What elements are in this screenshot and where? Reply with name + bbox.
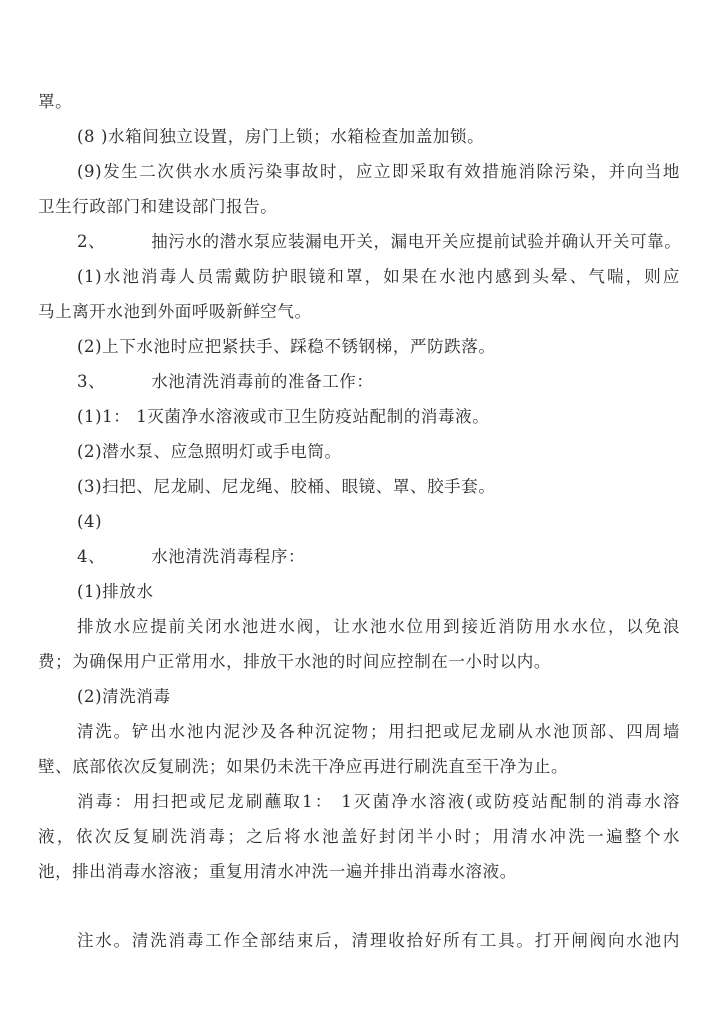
paragraph-line: 马上离开水池到外面呼吸新鲜空气。 [38, 302, 312, 321]
paragraph-line: (1)水池消毒人员需戴防护眼镜和罩，如果在水池内感到头晕、气喘，则应 [77, 267, 680, 286]
paragraph-drain [38, 609, 680, 679]
section-text: 抽污水的潜水泵应装漏电开关，漏电开关应提前试验并确认开关可靠。 [151, 232, 682, 251]
paragraph-line: 消毒：用扫把或尼龙刷蘸取1： 1灭菌净水溶液(或防疫站配制的消毒水溶 [77, 792, 680, 811]
prep-item-2: (2)潜水泵、应急照明灯或手电筒。 [77, 442, 342, 461]
prep-item-4: (4) [77, 512, 103, 531]
section-heading-2 [38, 224, 680, 259]
paragraph-line: 清洗。铲出水池内泥沙及各种沉淀物；用扫把或尼龙刷从水池顶部、四周墙 [77, 722, 680, 741]
section-number: 3、 [77, 372, 106, 391]
prep-item-1: (1)1： 1灭菌净水溶液或市卫生防疫站配制的消毒液。 [77, 407, 490, 426]
paragraph-line: 排放水应提前关闭水池进水阀，让水池水位用到接近消防用水水位，以免浪 [77, 617, 680, 636]
prep-item-3: (3)扫把、尼龙刷、尼龙绳、胶桶、眼镜、罩、胶手套。 [77, 477, 496, 496]
paragraph-line: 卫生行政部门和建设部门报告。 [38, 197, 278, 216]
paragraph-fill-water: 注水。清洗消毒工作全部结束后，清理收拾好所有工具。打开闸阀向水池内 [77, 931, 680, 950]
section-heading-3 [38, 364, 680, 399]
subheading-clean-disinfect: (2)清洗消毒 [77, 687, 171, 706]
paragraph-clean [38, 714, 680, 784]
blank-line [38, 889, 680, 923]
paragraph-continuation: 罩。 [38, 92, 73, 111]
paragraph-line: 费；为确保用户正常用水，排放干水池的时间应控制在一小时以内。 [38, 652, 551, 671]
paragraph-line: 壁、底部依次反复刷洗；如果仍未洗干净应再进行刷洗直至干净为止。 [38, 757, 569, 776]
paragraph-item-8: (8 )水箱间独立设置，房门上锁；水箱检查加盖加锁。 [77, 127, 485, 146]
section-number: 4、 [77, 547, 106, 566]
paragraph-item-9 [38, 154, 680, 224]
paragraph-line: 液，依次反复刷洗消毒；之后将水池盖好封闭半小时；用清水冲洗一遍整个水 [38, 827, 680, 846]
paragraph-line: 池，排出消毒水溶液；重复用清水冲洗一遍并排出消毒水溶液。 [38, 862, 517, 881]
subheading-drain: (1)排放水 [77, 582, 154, 601]
paragraph-line: (9)发生二次供水水质污染事故时，应立即采取有效措施消除污染，并向当地 [77, 162, 680, 181]
document-page [38, 84, 680, 958]
section-heading-4 [38, 539, 680, 574]
section-text: 水池清洗消毒程序： [151, 547, 306, 566]
paragraph-disinfect [38, 784, 680, 889]
paragraph-safety-2: (2)上下水池时应把紧扶手、踩稳不锈钢梯，严防跌落。 [77, 337, 496, 356]
section-text: 水池清洗消毒前的准备工作： [151, 372, 374, 391]
section-number: 2、 [77, 232, 106, 251]
paragraph-safety-1 [38, 259, 680, 329]
